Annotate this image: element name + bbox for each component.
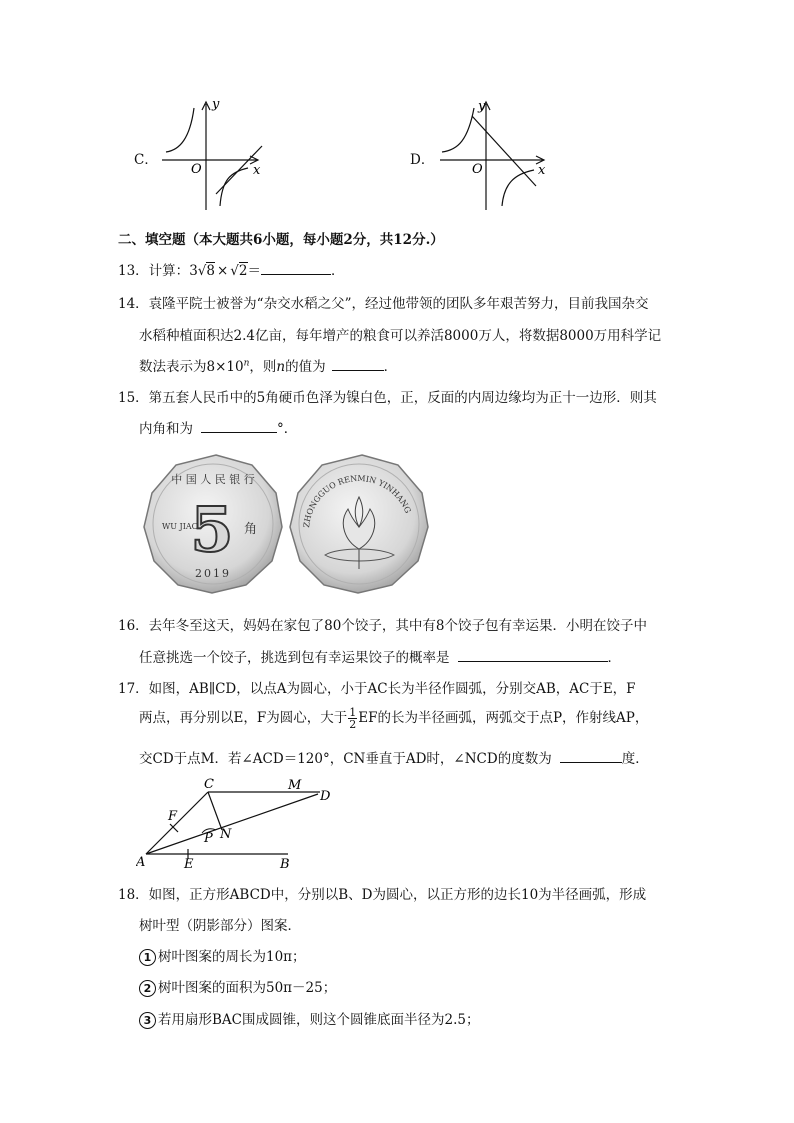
graph-c-x: x (253, 163, 261, 178)
point-p: P (204, 831, 213, 846)
question-16-line-2: 任意挑选一个饺子，挑选到包有幸运果饺子的概率是 ． (139, 646, 621, 666)
figure-17-diagram (136, 778, 336, 870)
graph-c (134, 98, 274, 213)
graph-d-x: x (538, 163, 546, 178)
question-18-item-1: 1 树叶图案的周长为10π； (139, 945, 306, 966)
answer-blank-13[interactable] (261, 260, 331, 275)
graph-d-plot (434, 98, 560, 213)
coin-front-right-text: 角 (244, 522, 258, 537)
point-b: B (280, 857, 290, 870)
point-m: M (288, 778, 302, 793)
graph-c-origin: O (191, 162, 202, 177)
question-14-line-3: 数法表示为$8\times 10^n$，则n的值为 ． (139, 355, 397, 375)
answer-blank-15[interactable] (201, 418, 277, 433)
section-heading: 二、填空题（本大题共6小题，每小题2分，共12分.） (118, 232, 444, 248)
option-c-label: C． (134, 152, 158, 168)
graph-c-y: y (212, 98, 220, 112)
point-d: D (320, 789, 331, 804)
graph-d-origin: O (472, 162, 483, 177)
sqrt-icon: √ (230, 263, 239, 279)
question-18-item-3: 3 若用扇形BAC围成圆锥，则这个圆锥底面半径为2.5； (139, 1008, 479, 1029)
question-14-line-1: 14．袁隆平院士被誉为“杂交水稻之父”，经过他带领的团队多年艰苦努力，目前我国杂交 (118, 296, 649, 312)
graph-d-y: y (478, 99, 486, 114)
coin-front (144, 455, 282, 593)
question-13: 13．计算：3√8 × √2＝ ． (118, 259, 345, 279)
answer-blank-16[interactable] (458, 647, 608, 662)
graph-c-plot (158, 98, 274, 213)
point-n: N (220, 827, 232, 842)
coin-image (140, 451, 433, 596)
q13-coef: 3 (189, 263, 198, 279)
question-15-line-2: 内角和为 °． (139, 417, 297, 437)
point-a: A (136, 855, 146, 870)
graph-d (410, 98, 560, 213)
point-e: E (184, 857, 194, 870)
coin-front-left-text: WU JIAO (162, 522, 199, 531)
circled-number-1: 1 (139, 949, 156, 966)
coin-front-value: 5 (190, 493, 234, 566)
option-d-label: D． (410, 152, 435, 168)
answer-blank-14[interactable] (332, 356, 384, 371)
coin-back (290, 455, 428, 593)
q13-radicand-1: 8 (206, 263, 215, 279)
circled-number-3: 3 (139, 1012, 156, 1029)
question-15-line-1: 15．第五套人民币中的5角硬币色泽为镍白色，正，反面的内周边缘均为正十一边形．则其 (118, 390, 657, 406)
figure-17 (136, 778, 336, 870)
question-17-line-1: 17．如图，AB∥CD，以点A为圆心，小于AC长为半径作圆弧，分别交AB，AC于E，F (118, 681, 636, 697)
q13-radicand-2: 2 (238, 263, 248, 279)
question-18-item-2: 2 树叶图案的面积为50π－25； (139, 976, 336, 997)
coin-illustration (140, 451, 433, 596)
circled-number-2: 2 (139, 980, 156, 997)
coin-front-year: 2019 (195, 567, 231, 580)
point-f: F (168, 809, 178, 824)
question-18-line-2: 树叶型（阴影部分）图案． (139, 918, 301, 934)
coin-back-ring-text: ZHONGGUO RENMIN YINHANG (302, 473, 413, 529)
question-18-line-1: 18．如图，正方形ABCD中，分别以B、D为圆心，以正方形的边长10为半径画弧，形成 (118, 887, 647, 903)
question-17-line-2: 两点，再分别以E，F为圆心，大于 $\frac{1}{2}$ EF的长为半径画弧，两弧交于点P，作射线AP， (139, 706, 649, 731)
question-16-line-1: 16．去年冬至这天，妈妈在家包了80个饺子，其中有8个饺子包有幸运果．小明在饺子中 (118, 618, 647, 634)
sqrt-icon: √ (197, 263, 207, 279)
coin-front-top-text: 中 国 人 民 银 行 (171, 473, 255, 486)
fraction-one-half: $\frac{1}{2}$ (349, 706, 357, 731)
answer-blank-17[interactable] (560, 748, 622, 763)
point-c: C (204, 778, 214, 792)
question-14-line-2: 水稻种植面积达2.4亿亩，每年增产的粮食可以养活8000万人，将数据8000万用科学记 (139, 328, 662, 344)
question-17-line-3: 交CD于点M．若∠ACD＝120°，CN垂直于AD时，∠NCD的度数为 度． (139, 747, 649, 767)
